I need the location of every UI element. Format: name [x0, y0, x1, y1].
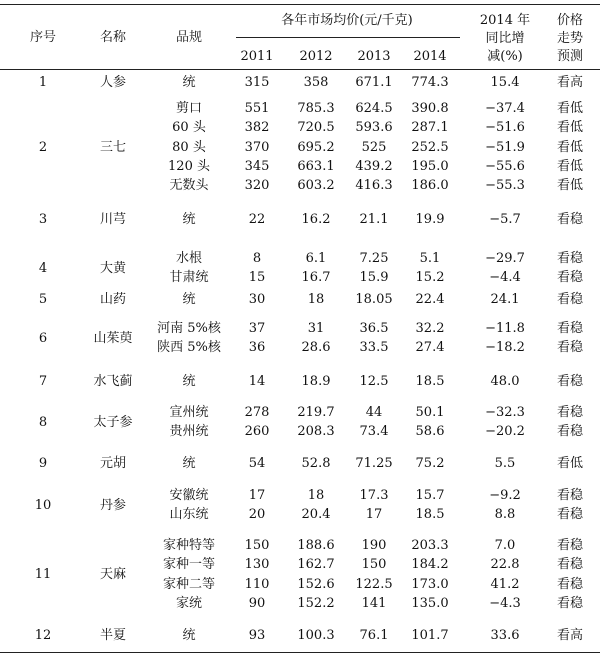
row-price-2011: 370 [244, 139, 270, 155]
row-price-2014: 101.7 [411, 628, 449, 643]
row-price-2013: 416.3 [355, 178, 393, 194]
group-name: 山茱萸 [93, 330, 133, 346]
row-price-2013: 7.25 [359, 251, 389, 266]
row-price-2014: 58.6 [415, 424, 445, 440]
header-trend-line2: 走势 [556, 31, 584, 46]
row-price-2013: 141 [361, 595, 387, 611]
row-yoy-change: −4.3 [489, 595, 521, 611]
group-index: 5 [38, 292, 48, 307]
row-trend: 看低 [556, 456, 584, 471]
row-spec: 统 [182, 75, 196, 90]
row-price-2012: 358 [303, 75, 329, 90]
bottom-rule [0, 652, 600, 653]
row-spec: 水根 [175, 251, 203, 266]
row-price-2012: 18 [307, 292, 325, 307]
row-price-2012: 18 [307, 488, 325, 503]
row-price-2011: 36 [248, 340, 266, 356]
row-price-2011: 14 [248, 374, 266, 389]
row-price-2012: 16.7 [301, 270, 331, 286]
group-name: 人参 [99, 75, 127, 90]
row-price-2012: 28.6 [301, 340, 331, 356]
row-spec: 家种一等 [162, 557, 216, 573]
row-price-2012: 188.6 [297, 538, 335, 553]
row-trend: 看稳 [556, 251, 584, 266]
row-yoy-change: −51.9 [485, 139, 525, 155]
row-trend: 看稳 [556, 212, 584, 227]
row-yoy-change: −51.6 [485, 120, 525, 136]
row-price-2013: 21.1 [359, 212, 389, 227]
row-spec: 60 头 [172, 120, 206, 136]
row-price-2012: 6.1 [305, 251, 327, 266]
row-spec: 甘肃统 [169, 270, 209, 286]
row-yoy-change: −55.3 [485, 178, 525, 194]
row-yoy-change: −9.2 [489, 488, 521, 503]
row-price-2012: 695.2 [297, 139, 335, 155]
group-name: 水飞蓟 [93, 374, 133, 389]
row-price-2014: 22.4 [415, 292, 445, 307]
header-year-2011: 2011 [240, 49, 274, 64]
row-price-2011: 150 [244, 538, 270, 553]
group-index: 9 [38, 456, 48, 471]
row-yoy-change: −18.2 [485, 340, 525, 356]
row-price-2011: 8 [252, 251, 262, 266]
row-yoy-change: 24.1 [490, 292, 520, 307]
header-year-2013: 2013 [357, 49, 391, 64]
row-trend: 看稳 [556, 557, 584, 573]
group-index: 2 [38, 139, 48, 155]
row-price-2014: 5.1 [419, 251, 441, 266]
row-spec: 安徽统 [169, 488, 209, 503]
row-trend: 看稳 [556, 340, 584, 356]
group-index: 11 [34, 566, 52, 582]
row-price-2012: 16.2 [301, 212, 331, 227]
row-yoy-change: −11.8 [485, 321, 525, 336]
row-price-2011: 90 [248, 595, 266, 611]
group-index: 4 [38, 260, 48, 276]
row-price-2012: 152.2 [297, 595, 335, 611]
row-price-2014: 32.2 [415, 321, 445, 336]
row-price-2011: 130 [244, 557, 270, 573]
row-trend: 看低 [556, 178, 584, 194]
row-price-2013: 17 [365, 507, 383, 523]
group-name: 太子参 [93, 414, 133, 430]
row-spec: 统 [182, 212, 196, 227]
row-price-2011: 37 [248, 321, 266, 336]
row-price-2012: 663.1 [297, 158, 335, 174]
row-price-2012: 785.3 [297, 101, 335, 116]
row-yoy-change: −37.4 [485, 101, 525, 116]
row-trend: 看稳 [556, 270, 584, 286]
row-trend: 看稳 [556, 488, 584, 503]
row-price-2011: 278 [244, 405, 270, 420]
group-name: 丹参 [99, 497, 127, 513]
row-price-2011: 22 [248, 212, 266, 227]
row-spec: 家种特等 [162, 538, 216, 553]
row-price-2014: 186.0 [411, 178, 449, 194]
row-price-2014: 19.9 [415, 212, 445, 227]
row-price-2012: 52.8 [301, 456, 331, 471]
row-price-2013: 624.5 [355, 101, 393, 116]
row-price-2014: 252.5 [411, 139, 449, 155]
row-price-2011: 260 [244, 424, 270, 440]
row-yoy-change: 8.8 [494, 507, 516, 523]
row-price-2011: 320 [244, 178, 270, 194]
group-name: 半夏 [99, 628, 127, 643]
header-price-group: 各年市场均价(元/千克) [281, 13, 413, 28]
row-trend: 看低 [556, 120, 584, 136]
row-trend: 看稳 [556, 595, 584, 611]
row-price-2013: 18.05 [355, 292, 393, 307]
row-price-2012: 31 [307, 321, 325, 336]
row-price-2014: 173.0 [411, 576, 449, 592]
row-price-2012: 720.5 [297, 120, 335, 136]
row-price-2011: 15 [248, 270, 266, 286]
row-price-2014: 15.7 [415, 488, 445, 503]
row-price-2014: 135.0 [411, 595, 449, 611]
row-yoy-change: 15.4 [490, 75, 520, 90]
header-spec: 品规 [175, 30, 203, 45]
row-price-2012: 208.3 [297, 424, 335, 440]
row-yoy-change: 7.0 [494, 538, 516, 553]
row-price-2011: 17 [248, 488, 266, 503]
header-yoy-line2: 同比增 [485, 31, 525, 46]
row-trend: 看稳 [556, 374, 584, 389]
header-year-2014: 2014 [413, 49, 447, 64]
row-spec: 统 [182, 292, 196, 307]
group-name: 大黄 [99, 260, 127, 276]
group-name: 川芎 [99, 212, 127, 227]
row-price-2012: 152.6 [297, 576, 335, 592]
header-yoy-line1: 2014 年 [479, 13, 531, 28]
row-price-2013: 36.5 [359, 321, 389, 336]
row-price-2013: 671.1 [355, 75, 393, 90]
row-trend: 看低 [556, 158, 584, 174]
row-price-2013: 15.9 [359, 270, 389, 286]
row-yoy-change: −55.6 [485, 158, 525, 174]
row-trend: 看稳 [556, 292, 584, 307]
row-price-2012: 162.7 [297, 557, 335, 573]
group-name: 元胡 [99, 456, 127, 471]
row-yoy-change: −4.4 [489, 270, 521, 286]
row-price-2014: 50.1 [415, 405, 445, 420]
group-name: 三七 [99, 139, 127, 155]
row-trend: 看高 [556, 628, 584, 643]
row-spec: 贵州统 [169, 424, 209, 440]
row-yoy-change: 5.5 [494, 456, 516, 471]
row-price-2011: 30 [248, 292, 266, 307]
group-index: 7 [38, 374, 48, 389]
row-spec: 家统 [175, 595, 203, 611]
row-spec: 120 头 [168, 158, 210, 174]
row-price-2013: 190 [361, 538, 387, 553]
row-spec: 80 头 [172, 139, 206, 155]
row-spec: 家种二等 [162, 576, 216, 592]
row-spec: 河南 5%核 [157, 321, 221, 336]
row-spec: 宣州统 [169, 405, 209, 420]
row-price-2011: 93 [248, 628, 266, 643]
header-rule [0, 69, 600, 70]
row-price-2014: 27.4 [415, 340, 445, 356]
row-yoy-change: 48.0 [490, 374, 520, 389]
row-price-2011: 382 [244, 120, 270, 136]
row-price-2013: 439.2 [355, 158, 393, 174]
row-spec: 无数头 [169, 178, 209, 194]
row-price-2011: 345 [244, 158, 270, 174]
row-price-2012: 219.7 [297, 405, 335, 420]
row-spec: 统 [182, 374, 196, 389]
row-trend: 看稳 [556, 576, 584, 592]
row-price-2013: 33.5 [359, 340, 389, 356]
row-trend: 看稳 [556, 424, 584, 440]
row-price-2014: 18.5 [415, 507, 445, 523]
row-price-2013: 12.5 [359, 374, 389, 389]
row-yoy-change: −32.3 [485, 405, 525, 420]
group-index: 12 [34, 628, 52, 643]
row-price-2013: 150 [361, 557, 387, 573]
row-trend: 看高 [556, 75, 584, 90]
row-price-2013: 593.6 [355, 120, 393, 136]
row-trend: 看低 [556, 139, 584, 155]
row-yoy-change: −29.7 [485, 251, 525, 266]
row-yoy-change: 22.8 [490, 557, 520, 573]
row-price-2011: 20 [248, 507, 266, 523]
row-price-2012: 100.3 [297, 628, 335, 643]
row-yoy-change: 41.2 [490, 576, 520, 592]
row-yoy-change: 33.6 [490, 628, 520, 643]
group-index: 6 [38, 330, 48, 346]
row-price-2013: 525 [361, 139, 387, 155]
group-index: 1 [38, 75, 48, 90]
group-index: 10 [34, 497, 52, 513]
header-index: 序号 [29, 30, 57, 45]
row-price-2014: 774.3 [411, 75, 449, 90]
row-price-2011: 315 [244, 75, 270, 90]
row-price-2014: 195.0 [411, 158, 449, 174]
row-spec: 统 [182, 456, 196, 471]
header-trend-line1: 价格 [556, 13, 584, 28]
row-trend: 看稳 [556, 507, 584, 523]
row-spec: 陕西 5%核 [157, 340, 221, 356]
row-price-2012: 20.4 [301, 507, 331, 523]
row-price-2014: 390.8 [411, 101, 449, 116]
row-price-2012: 18.9 [301, 374, 331, 389]
row-price-2014: 203.3 [411, 538, 449, 553]
row-price-2013: 17.3 [359, 488, 389, 503]
row-trend: 看稳 [556, 538, 584, 553]
row-price-2013: 71.25 [355, 456, 393, 471]
row-price-2011: 110 [244, 576, 270, 592]
row-trend: 看稳 [556, 405, 584, 420]
group-name: 山药 [99, 292, 127, 307]
row-price-2012: 603.2 [297, 178, 335, 194]
row-price-2013: 44 [365, 405, 383, 420]
row-yoy-change: −5.7 [489, 212, 521, 227]
row-spec: 剪口 [175, 101, 203, 116]
header-year-2012: 2012 [299, 49, 333, 64]
group-name: 天麻 [99, 566, 127, 582]
group-index: 3 [38, 212, 48, 227]
row-price-2014: 75.2 [415, 456, 445, 471]
row-price-2011: 551 [244, 101, 270, 116]
row-price-2014: 18.5 [415, 374, 445, 389]
header-name: 名称 [99, 30, 127, 45]
header-sub-rule [236, 37, 460, 38]
header-yoy-line3: 减(%) [487, 49, 523, 64]
row-price-2013: 76.1 [359, 628, 389, 643]
row-trend: 看稳 [556, 321, 584, 336]
row-yoy-change: −20.2 [485, 424, 525, 440]
group-index: 8 [38, 414, 48, 430]
row-price-2014: 15.2 [415, 270, 445, 286]
row-price-2013: 122.5 [355, 576, 393, 592]
row-spec: 统 [182, 628, 196, 643]
row-price-2014: 287.1 [411, 120, 449, 136]
row-trend: 看低 [556, 101, 584, 116]
top-rule [0, 4, 600, 5]
row-price-2013: 73.4 [359, 424, 389, 440]
header-trend-line3: 预测 [556, 49, 584, 64]
row-spec: 山东统 [169, 507, 209, 523]
row-price-2014: 184.2 [411, 557, 449, 573]
row-price-2011: 54 [248, 456, 266, 471]
